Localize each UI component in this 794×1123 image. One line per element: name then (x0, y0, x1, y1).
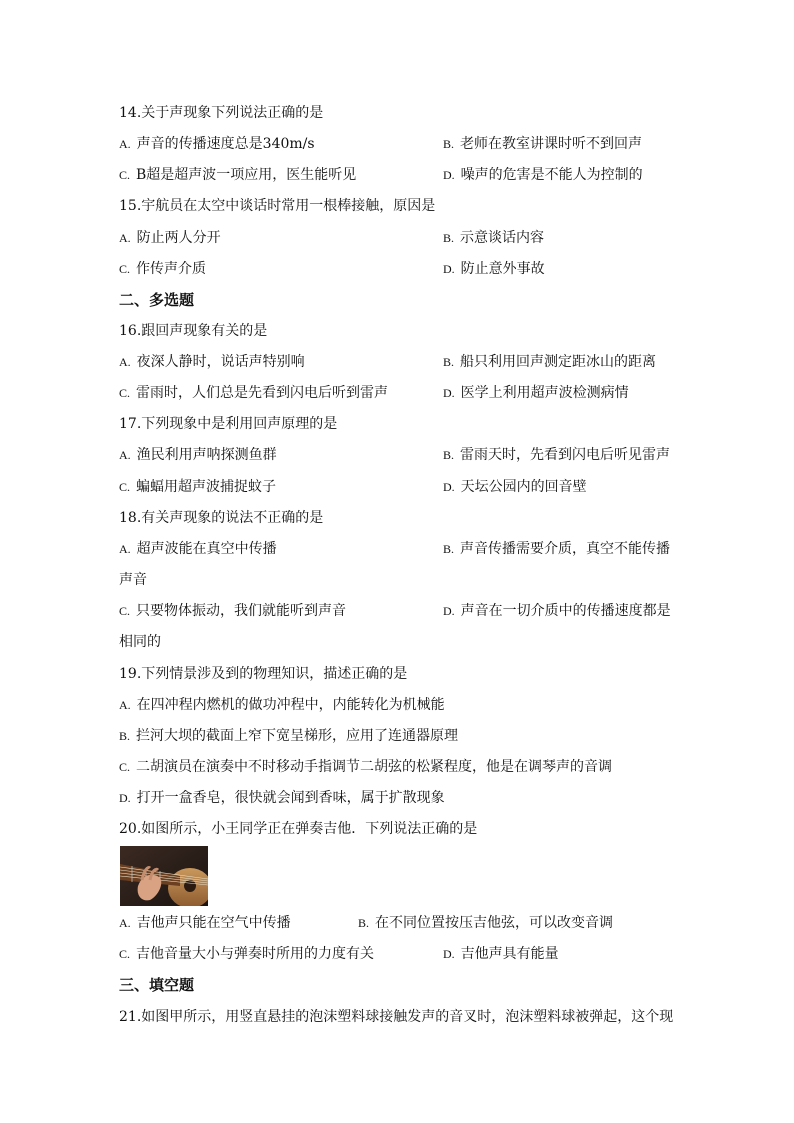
option-letter: D. (443, 262, 455, 276)
option-letter: C. (119, 262, 131, 276)
option-text: 船只利用回声测定距冰山的距离 (460, 354, 657, 370)
option-text: 吉他音量大小与弹奏时所用的力度有关 (136, 946, 375, 962)
option-letter: B. (119, 729, 131, 743)
option-letter: B. (443, 448, 455, 462)
q15-stem: 15.宇航员在太空中谈话时常用一根棒接触，原因是 (119, 198, 436, 214)
q14-stem: 14.关于声现象下列说法正确的是 (119, 105, 324, 121)
q16-option-a (119, 352, 305, 372)
option-text: B超是超声波一项应用，医生能听见 (136, 167, 357, 183)
q18-option-d (443, 601, 671, 621)
option-letter: C. (119, 480, 131, 494)
option-letter: A. (119, 698, 131, 712)
option-text: 超声波能在真空中传播 (136, 541, 277, 557)
section-heading-multiple-choice: 二、多选题 (119, 291, 195, 309)
guitar-illustration (120, 846, 208, 906)
option-text: 夜深人静时，说话声特别响 (136, 354, 305, 370)
option-letter: B. (443, 542, 455, 556)
q19-stem: 19.下列情景涉及到的物理知识，描述正确的是 (119, 666, 408, 682)
q16-stem: 16.跟回声现象有关的是 (119, 323, 268, 339)
q14-option-b (443, 134, 642, 154)
q17-option-c (119, 477, 276, 497)
option-text: 防止意外事故 (460, 261, 545, 277)
option-text: 声音传播需要介质，真空不能传播 (460, 541, 671, 557)
option-text: 声音的传播速度总是340m/s (136, 136, 315, 152)
q17-option-b (443, 445, 670, 465)
option-text: 吉他声具有能量 (460, 946, 559, 962)
q20-option-a (119, 913, 291, 933)
option-text: 防止两人分开 (136, 230, 221, 246)
q16-option-c (119, 383, 388, 403)
q17-stem: 17.下列现象中是利用回声原理的是 (119, 416, 338, 432)
q16-option-b (443, 352, 656, 372)
q15-option-d (443, 259, 545, 279)
option-text: 吉他声只能在空气中传播 (136, 915, 291, 931)
guitar-photo (120, 846, 208, 906)
option-text: 天坛公园内的回音壁 (460, 479, 587, 495)
option-letter: B. (358, 916, 370, 930)
option-text: 渔民利用声呐探测鱼群 (136, 447, 277, 463)
q14-option-a (119, 134, 315, 154)
q19-option-b (119, 726, 458, 746)
option-text: 在四冲程内燃机的做功冲程中，内能转化为机械能 (136, 697, 445, 713)
option-letter: A. (119, 916, 131, 930)
q15-option-c (119, 259, 206, 279)
q18-option-b-continuation: 声音 (119, 572, 147, 588)
q20-option-b (358, 913, 613, 933)
option-letter: A. (119, 542, 131, 556)
q17-option-a (119, 445, 277, 465)
option-text: 雷雨天时，先看到闪电后听见雷声 (460, 447, 671, 463)
option-text: 医学上利用超声波检测病情 (460, 385, 629, 401)
q18-option-b (443, 539, 670, 559)
option-text: 蝙蝠用超声波捕捉蚊子 (136, 479, 277, 495)
q18-option-c (119, 601, 346, 621)
q18-option-a (119, 539, 277, 559)
option-letter: A. (119, 448, 131, 462)
q18-stem: 18.有关声现象的说法不正确的是 (119, 510, 324, 526)
option-text: 二胡演员在演奏中不时移动手指调节二胡弦的松紧程度，他是在调琴声的音调 (136, 759, 613, 775)
option-letter: A. (119, 355, 131, 369)
option-text: 老师在教室讲课时听不到回声 (460, 136, 643, 152)
option-letter: D. (443, 604, 455, 618)
q20-option-d (443, 944, 559, 964)
q17-option-d (443, 477, 587, 497)
option-text: 打开一盒香皂，很快就会闻到香味，属于扩散现象 (136, 790, 445, 806)
q19-option-d (119, 788, 445, 808)
q21-stem: 21.如图甲所示，用竖直悬挂的泡沫塑料球接触发声的音叉时，泡沫塑料球被弹起，这个现 (119, 1009, 674, 1025)
q16-option-d (443, 383, 629, 403)
q15-option-b (443, 228, 544, 248)
option-letter: C. (119, 386, 131, 400)
option-letter: A. (119, 231, 131, 245)
q19-option-c (119, 757, 612, 777)
q14-option-d (443, 165, 643, 185)
q15-option-a (119, 228, 221, 248)
option-letter: C. (119, 947, 131, 961)
option-letter: D. (119, 791, 131, 805)
option-letter: A. (119, 137, 131, 151)
q19-option-a (119, 695, 445, 715)
q14-option-c (119, 165, 356, 185)
option-letter: B. (443, 355, 455, 369)
section-heading-fill-in: 三、填空题 (119, 976, 195, 994)
option-text: 示意谈话内容 (460, 230, 545, 246)
q20-option-c (119, 944, 374, 964)
option-letter: C. (119, 168, 131, 182)
option-text: 作传声介质 (136, 261, 207, 277)
option-letter: D. (443, 480, 455, 494)
option-text: 在不同位置按压吉他弦，可以改变音调 (375, 915, 614, 931)
option-text: 雷雨时，人们总是先看到闪电后听到雷声 (136, 385, 389, 401)
option-letter: C. (119, 760, 131, 774)
option-letter: B. (443, 137, 455, 151)
option-letter: D. (443, 168, 455, 182)
option-letter: C. (119, 604, 131, 618)
q18-option-d-continuation: 相同的 (119, 634, 161, 650)
option-letter: B. (443, 231, 455, 245)
option-text: 声音在一切介质中的传播速度都是 (460, 603, 671, 619)
q20-stem: 20.如图所示，小王同学正在弹奏吉他．下列说法正确的是 (119, 821, 478, 837)
option-text: 只要物体振动，我们就能听到声音 (136, 603, 347, 619)
option-text: 噪声的危害是不能人为控制的 (460, 167, 643, 183)
option-letter: D. (443, 947, 455, 961)
option-letter: D. (443, 386, 455, 400)
option-text: 拦河大坝的截面上窄下宽呈梯形，应用了连通器原理 (136, 728, 459, 744)
